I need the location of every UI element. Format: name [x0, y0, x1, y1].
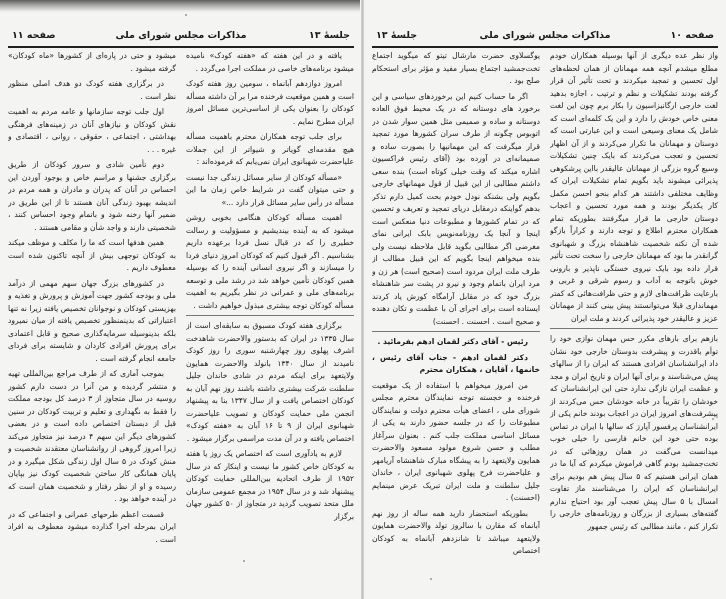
divider [186, 315, 354, 316]
page-number: صفحه ۱۱ [12, 30, 56, 41]
speaker-line: دکتر لقمان ادهم - جناب آقای رئیس ، خانمها ، آقایان ، همکاران محترم [372, 352, 540, 374]
paragraph: یافته و در این هفته که «هفته کودک» نامیده میشود برنامه‌های خاصی در مملکت اجرا می‌گردد . [186, 51, 354, 73]
scan-speck [243, 560, 245, 562]
header-rule [8, 46, 354, 48]
paragraph: بازهم برای بارهای مکرر حس مهمان نوازی خود را توأم باقدرت و پیشرفت بدوستان خارجی خود نشان داد ایرانشناسان افرادی هستند که ایران را از سالهای پیش می‌شناسند و برای آنها ایران و تاریخ ایران و مجد و عظمت ایران تازگی ندارد حتی این ایرانشناسان که خودشان را تقریباً در خانه خودشان حس می‌کردند از پیشرفت‌های امروز ایران در اعجاب بودند خانم یکی از ایرانشناسان پرفسور آپارز که سالها با ایران در تماس بوده حتی خود این خانم فارسی را خیلی خوب میدانست می‌گفت در همان روزهائی که در تخت‌جمشید بودم گاهی فراموش میکردم که آیا ما در همان ایرانی هستیم که ۵ سال پیش هم بودیم برای ایرانشناسان که ایران را می‌شناسند ماز تفاوت امسال با ۵ سال پیش تعجب آور بود احتیاج ندارم گفته‌های بسیاری از بزرگان و روزنامه‌های خارجی را تکرار کنم ، مانند مطالبی که رئیس جمهور [550, 334, 718, 531]
paragraph: من امروز میخواهم با استفاده از یک موقعیت فرخنده و خجسته توجه نمایندگان محترم مجلس شورای ملی ، اعضای هیأت محترم دولت و نمایندگان مطبوعات را که در جلسه حضور دارند به یکی از مسائل اساسی مملکت جلب کنم . بعنوان سرآغاز مطلب و حسن شروع مولود مسعود والاحضرت همایون ولایتعهد را به پیشگاه مبارک شاهنشاه آریامهر و علیاحضرت فرح پهلوی شهبانوی ایران ، خاندان جلیل سلطنت و ملت ایران تبریک عرض مینمایم (احسنت) . [372, 380, 540, 502]
column-right [550, 50, 718, 589]
column-right [186, 50, 354, 589]
paragraph: برای جلب توجه همکاران محترم باهمیت مسأله هیچ مقدمه‌ای گویاتر و شیواتر از این جملات علیاحضرت شهبانوی ایران نمی‌یابم که فرموده‌اند : [186, 132, 354, 166]
left-page [0, 0, 362, 599]
page-title: مذاکرات مجلس شورای ملی [479, 30, 611, 41]
paragraph: لازم به یادآوری است که اختصاص یک روز یا هفته به کودکان خاص کشور ما نیست و اینکار که در سال ۱۹۵۲ از طرف اتحادیه بین‌المللی حمایت کودکان پیشنهاد شد و در سال ۱۹۵۴ در مجمع عمومی سازمان ملل متحد تصویب گردید در متجاوز از ۵۰ کشور جهان برگزار [186, 449, 354, 521]
divider [550, 328, 718, 329]
paragraph: اهمیت مسأله کودکان هنگامی بخوبی روشن میشود که به آینده بیندیشیم و مسؤولیت و رسالت خطیری را که در قبال نسل فردا برعهده داریم بشناسیم . اگر قبول کنیم که کودکان امروز دنیای فردا را میسازند و اگر نیروی انسانی آینده را که بوسیله همین کودکان تأمین خواهد شد در رشد ملی و توسعه برنامه‌های ملی و عمرانی در نظر بگیریم به اهمیت مسأله کودکان توجه بیشتری مبذول خواهیم داشت . [186, 213, 354, 310]
session-label: جلسهٔ ۱۳ [308, 30, 350, 41]
left-page-header [8, 28, 354, 46]
paragraph: میشود و حتی در پاره‌ای از کشورها «ماه کودکان» گرفته میشود . [8, 51, 176, 73]
paragraph: بموجب آماری که از طرف مراجع بین‌المللی تهیه و منتشر گردیده و من آنرا در دست دارم کشور روسیه در سال متجاوز از ۳ درصد کل بودجه مملکت را فقط به نگهداری و تعلیم و تربیت کودکان در سنین قبل از دبستان اختصاص داده است و در بعضی کشورهای دیگر این سهم ۴ درصد نیز متجاوز می‌کند زیرا امروز گروهی از روانشناسان معتقدند شخصیت و منش کودک در ۵ سال اول زندگی شکل میگیرد و در پایان همانگی کار ساختن شخصیت کودک نیز بپایان رسیده و او از نظر رفتار و شخصیت همان است که در آینده خواهد بود . [8, 369, 176, 503]
paragraph: در کشورهای بزرگ جهان سهم مهمی از درآمد ملی و بودجه کشور جهت آموزش و پرورش و تغذیه و بهزیستی کودکان و نوجوانان تخصیص یافته زیرا نه تنها اعتباراتی که بدینمنظور تخصیص یافته از میان نمیرود بلکه بدینوسیله سرمایه‌گذاری صحیح و قابل اعتمادی برای پرورش افرادی کاردان و شایسته برای فردای جامعه انجام گرفته است . [8, 278, 176, 363]
header-rule [372, 46, 718, 48]
paragraph: برگزاری هفته کودک مسبوق به سابقه‌ای است از سال ۱۳۳۵ در ایران که بدستور والاحضرت شاهدخت اشرف پهلوی روز چهارشنبه سوری را روز کودک نامیدند از سال ۱۳۴۰ بانولد والاحضرت همایون ولایتعهد برای اینکه مردم در شادی خاندان جلیل سلطنت شرکت بیشتری داشته باشند روز نهم آبان به کودکان اختصاص یافت و از سال ۱۳۴۷ بنا به پیشنهاد انجمن ملی حمایت کودکان و تصویب علیاحضرت شهبانوی ایران از ۹ تا ۱۶ آبان به «هفته کودک» اختصاص یافته و در آن مدت مراسمی برگزار میشود . [186, 321, 354, 443]
quote-paragraph: «مسأله کودکان از سایر مسائل زندگی جدا نیست و حتی میتوان گفت در شرایط خاص زمان ما این مسأله در رأس سایر مسائل قرار دارد ...» [186, 172, 354, 207]
paragraph: اگر ما حساب کنیم این برخوردهای سیاسی و این برخورد های دوستانه که در یک محیط فوق العاده دوستانه و ساده و صمیمی مثل همین سوار شدن در اتوبوس چگونه از طرف سران کشورها مورد تمجید قرار میگرفت که این مهمانیها را بصورت ساده و صمیمانه‌ای در آورده بود (آقای رئیس فراکسیون اشاره میکند که وقت خیلی کوتاه است) بنده سعی داشتم مطالبی از این قبیل از قول مهمانهای خارجی بگویم ولی بشنکه نودل خودم بحت کمیل دارم تذکر بدهم گواینکه درمقابل دریای تمجید و تعریف و تحسین که در تمام کشورها و مطبوعات دنیا منعکس است اینجا و آنجا یک روزنامه‌نویس بابک ایرانی نمای مغرضی اگر مطالبی بگوید قابل ملاحظه نیست ولی بنده میخواهم اینجا بگویم که این قبیل مطالب از طرف ملت ایران مردود است (صحیح است) هر زن و مرد ایران باتمام وجود و نیرو در پشت سر شاهنشاه بزرگ خود که در مقابل آرامگاه کورش یاد کردند ایستاده است برای اجرای آن با عظمت و تکان دهنده و صحیح است . احسنت . احسنت) [372, 91, 540, 326]
paragraph: در برگزاری هفته کودک دو هدف اصلی منظور نظر است . [8, 79, 176, 101]
column-left [8, 50, 176, 589]
page-title: مذاکرات مجلس شورای ملی [115, 30, 247, 41]
right-page-columns [372, 50, 718, 589]
right-page [364, 0, 726, 599]
paragraph: قسمت اعظم طرحهای عمرانی و اجتماعی که در ایران بمرحله اجرا گذارده میشود معطوف به افراد است . [8, 509, 176, 544]
paragraph: اول جلب توجه سازمانها و عامه مردم به اهمیت نقش کودکان و نیازهای آنان در زمینه‌های فرهنگی بهداشتی ، اجتماعی ، حقوقی ، روانی ، اقتصادی و غیره . . . [8, 107, 176, 154]
speaker-line: رئیس - آقای دکتر لقمان ادهم بفرمائید . [377, 337, 528, 346]
divider [372, 331, 540, 332]
column-left [372, 50, 540, 589]
page-number: صفحه ۱۰ [670, 30, 714, 41]
paragraph: دوم تأمین شادی و سرور کودکان از طریق برگزاری جشنها و مراسم خاص و بوجود آوردن این احساس در آنان که پدران و مادران و همه مردم در اندیشه بهبود زندگی آنان هستند تا از این طریق در ضمیر آنها رخنه شود و باتمام وجود احساس کنند ، شخصیتی دارند و واجد شأن و مقامی هستند . [8, 160, 176, 232]
right-page-header [372, 28, 718, 46]
paragraph: یوگسلاوی حضرت مارشال تیتو که میگوید اجتماع تخت‌جمشید اجتماع بسیار مفید و مؤثر برای استحکام صلح بود . [372, 51, 540, 85]
paragraph: امروز دوازدهم آبانماه ، سومین روز هفته کودک است و همین موقعیت فرخنده مرا بر آن داشته مسأله کودکان را بعنوان یکی از اساسی‌ترین مسائل امروز ایران مطرح نمایم . [186, 79, 354, 126]
paragraph: واز نظر عده دیگری از آنها بوسیله همکاران خودم مطلع میشدم آنچه همه مهمانان از همان لحظه‌های اول تحسین و تمجید میکردند و تحت تأثیر آن قرار گرفته بودند تشکیلات و نظم و ترتیب ، اجازه بدهید لغت خارجی ارگانیزاسیون را بکار برم چون این لغت معنی خاص خودش را دارد و این یک کلمه‌ای است که شامل یک معنای وسیعی است و این عبارتی است که دوستان و مهمانان ما تکرار می‌کردند و از آن اظهار تحسین و تعجب می‌کردند که بایک چنین تشکیلات وسیع گروه بزرگی از مهمانان عالیقدر بااین پرشکوهی پذیرائی میشوند باید بگویم تمام تشکیلات ایران که وظایف مختلفی داشتند هر کدام بنحو احسن مکمل کار یکدیگر بودند و همه مورد تحسین و اعجاب دوستان خارجی ما قرار میگرفتند بطوریکه تمام همکاران محترم اطلاع و توجه دارند و کراراً بازگو شده آن نکته شخصیت شاهنشاه بزرگ و شهبانوی گرانقدر ما بود که مهمانان خارجی را سخت تحت تأثیر قرار داده بود بایک نیروی خستگی ناپذیر و بارونی خوش باتوجه به آداب و رسوم شرقی و غربی و بارعایت ظرافت‌های لازم و حتی ظرافت‌هائی که کمتر مهمانداری قبلا می‌توانستند پیش بینی کنند از مهمانان عزیز و عالیقدر خود پذیرائی کردند و ملت ایران [550, 51, 718, 323]
session-label: جلسهٔ ۱۳ [376, 30, 418, 41]
left-page-columns [8, 50, 354, 589]
paragraph: همین هدفها است که ما را مکلف و موظف میکند به کودکان توجهی بیش از آنچه تاکنون شده است معطوف داریم . [8, 238, 176, 272]
scan-speck [430, 578, 432, 580]
scan-speck [185, 14, 187, 16]
paragraph: بطوریکه استحضار دارید همه ساله از روز نهم آبانماه که مقارن با سالروز تولد والاحضرت همایون ولایتعهد میباشد تا شانزدهم آبانماه به کودکان اختصاص [372, 508, 540, 555]
scan-speck [712, 418, 714, 420]
